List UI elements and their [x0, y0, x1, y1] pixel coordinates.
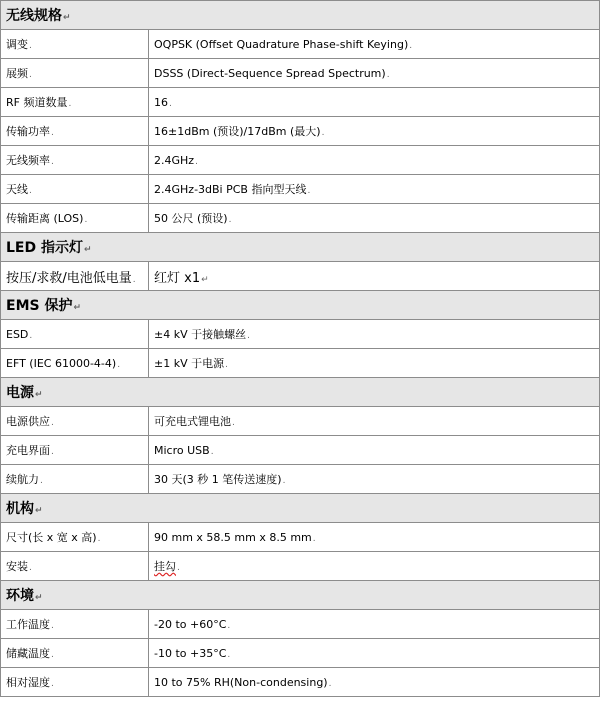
spec-row-charging-interface	[1, 436, 600, 465]
paragraph-mark-icon: .	[409, 40, 413, 51]
spec-row-antenna	[1, 175, 600, 204]
spec-row-led-indicator	[1, 262, 600, 291]
spec-label: 展频.	[1, 59, 149, 88]
spec-value: -20 to +60°C.	[149, 610, 600, 639]
section-header-led	[1, 233, 600, 262]
spec-value: DSSS (Direct-Sequence Spread Spectrum).	[149, 59, 600, 88]
paragraph-mark-icon: ↵	[83, 245, 92, 255]
paragraph-mark-icon: ↵	[35, 593, 43, 603]
spec-value: ±1 kV 于电源.	[149, 349, 600, 378]
spec-row-battery-life	[1, 465, 600, 494]
spec-value: OQPSK (Offset Quadrature Phase-shift Keying).	[149, 30, 600, 59]
spec-value: ±4 kV 于接触螺丝.	[149, 320, 600, 349]
spec-label: RF 频道数量.	[1, 88, 149, 117]
spec-row-esd	[1, 320, 600, 349]
paragraph-mark-icon: .	[247, 331, 250, 341]
paragraph-mark-icon: .	[177, 563, 180, 573]
spec-value: Micro USB.	[149, 436, 600, 465]
spec-label: 天线.	[1, 175, 149, 204]
paragraph-mark-icon: .	[29, 70, 32, 80]
spec-row-spread-spectrum	[1, 59, 600, 88]
paragraph-mark-icon: .	[51, 447, 54, 457]
paragraph-mark-icon: .	[117, 359, 121, 370]
spec-label: 续航力.	[1, 465, 149, 494]
spec-label: ESD.	[1, 320, 149, 349]
spec-row-eft	[1, 349, 600, 378]
paragraph-mark-icon: .	[51, 418, 54, 428]
paragraph-mark-icon: ↵	[73, 303, 81, 313]
section-header-ems	[1, 291, 600, 320]
spec-row-mounting	[1, 552, 600, 581]
paragraph-mark-icon: ↵	[35, 506, 43, 516]
paragraph-mark-icon: .	[225, 360, 228, 370]
paragraph-mark-icon: .	[29, 563, 32, 573]
spec-value: 可充电式锂电池.	[149, 407, 600, 436]
paragraph-mark-icon: .	[227, 620, 231, 631]
spec-value: 16±1dBm (预设)/17dBm (最大).	[149, 117, 600, 146]
spec-row-tx-power	[1, 117, 600, 146]
spec-row-range	[1, 204, 600, 233]
section-title: EMS 保护	[6, 298, 73, 314]
paragraph-mark-icon: .	[232, 418, 235, 428]
paragraph-mark-icon: .	[210, 446, 214, 457]
spec-label: 安装.	[1, 552, 149, 581]
spec-value: 10 to 75% RH(Non-condensing).	[149, 668, 600, 697]
paragraph-mark-icon: .	[328, 678, 332, 689]
paragraph-mark-icon: .	[51, 157, 54, 167]
spec-row-frequency	[1, 146, 600, 175]
spec-label: 按压/求救/电池低电量.	[1, 262, 149, 291]
section-title: 环境	[6, 588, 34, 604]
paragraph-mark-icon: .	[51, 650, 54, 660]
spec-row-modulation	[1, 30, 600, 59]
spec-label: 传输功率.	[1, 117, 149, 146]
paragraph-mark-icon: .	[51, 621, 54, 631]
paragraph-mark-icon: .	[195, 156, 198, 167]
spec-value: 2.4GHz.	[149, 146, 600, 175]
spec-label: 传输距离 (LOS).	[1, 204, 149, 233]
paragraph-mark-icon: .	[227, 649, 231, 660]
paragraph-mark-icon: ↵	[35, 390, 43, 400]
spec-label: 电源供应.	[1, 407, 149, 436]
paragraph-mark-icon: ↵	[63, 13, 71, 23]
spec-label: EFT (IEC 61000-4-4).	[1, 349, 149, 378]
spec-value: 90 mm x 58.5 mm x 8.5 mm.	[149, 523, 600, 552]
spec-row-rf-channels	[1, 88, 600, 117]
paragraph-mark-icon: .	[228, 215, 232, 225]
paragraph-mark-icon: .	[386, 69, 390, 80]
spec-row-power-supply	[1, 407, 600, 436]
section-title: LED 指示灯	[6, 240, 83, 256]
section-title: 机构	[6, 501, 34, 517]
spec-label: 工作温度.	[1, 610, 149, 639]
paragraph-mark-icon: .	[321, 128, 325, 138]
section-title: 无线规格	[6, 8, 62, 24]
section-header-mechanical	[1, 494, 600, 523]
spec-value: 50 公尺 (预设).	[149, 204, 600, 233]
paragraph-mark-icon: .	[29, 330, 33, 341]
spec-row-dimensions	[1, 523, 600, 552]
spec-label: 调变.	[1, 30, 149, 59]
section-header-power	[1, 378, 600, 407]
spec-label: 尺寸(长 x 宽 x 高).	[1, 523, 149, 552]
paragraph-mark-icon: .	[40, 476, 43, 486]
paragraph-mark-icon: .	[312, 533, 316, 544]
spec-label: 充电界面.	[1, 436, 149, 465]
paragraph-mark-icon: ↵	[201, 274, 209, 285]
section-header-environment	[1, 581, 600, 610]
spec-label: 无线频率.	[1, 146, 149, 175]
spec-value: 16.	[149, 88, 600, 117]
spec-value: -10 to +35°C.	[149, 639, 600, 668]
paragraph-mark-icon: .	[84, 215, 88, 225]
paragraph-mark-icon: .	[169, 98, 172, 109]
paragraph-mark-icon: .	[132, 274, 136, 285]
spec-row-storage-temp	[1, 639, 600, 668]
paragraph-mark-icon: .	[29, 41, 32, 51]
paragraph-mark-icon: .	[51, 679, 54, 689]
spec-label: 相对湿度.	[1, 668, 149, 697]
spec-row-operating-temp	[1, 610, 600, 639]
spec-label: 储藏温度.	[1, 639, 149, 668]
paragraph-mark-icon: .	[29, 186, 32, 196]
spec-value: 红灯 x1↵	[149, 262, 600, 291]
spec-value: 30 天(3 秒 1 笔传送速度).	[149, 465, 600, 494]
paragraph-mark-icon: .	[307, 186, 311, 196]
spec-value: 挂勾.	[149, 552, 600, 581]
paragraph-mark-icon: .	[68, 99, 72, 109]
paragraph-mark-icon: .	[51, 128, 54, 138]
paragraph-mark-icon: .	[282, 476, 286, 486]
paragraph-mark-icon: .	[97, 534, 101, 544]
section-title: 电源	[6, 385, 34, 401]
section-header-wireless	[1, 1, 600, 30]
spec-value: 2.4GHz-3dBi PCB 指向型天线.	[149, 175, 600, 204]
spec-row-humidity	[1, 668, 600, 697]
